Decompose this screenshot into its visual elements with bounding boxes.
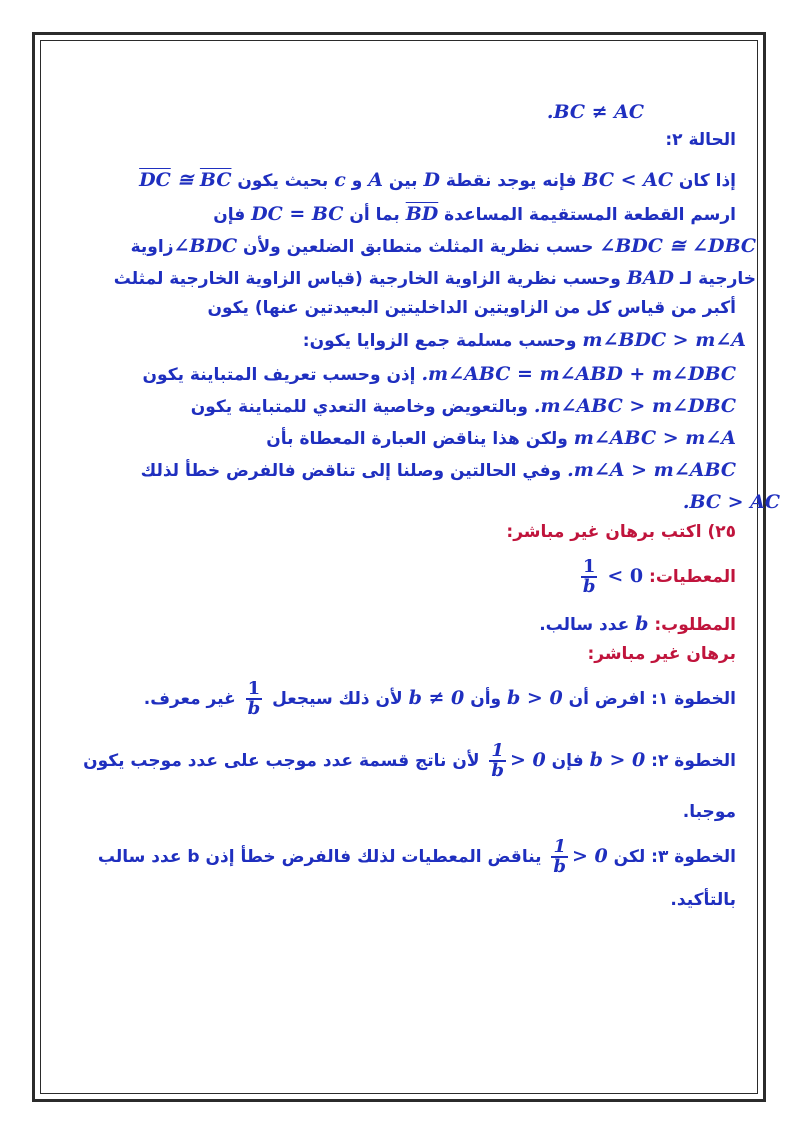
math: BC < AC xyxy=(582,169,673,191)
text: الخطوة ٢: xyxy=(651,751,736,771)
text: لأن ذلك سيجعل xyxy=(272,689,403,709)
math: > 0 xyxy=(571,845,608,867)
problem-25-heading xyxy=(66,520,736,544)
frac-num: 1 xyxy=(247,678,261,699)
math: b > 0 xyxy=(507,687,563,709)
math: A xyxy=(368,169,383,191)
line-step-2 xyxy=(66,738,736,783)
text: الخطوة ١: افرض أن xyxy=(568,689,736,709)
line-12 xyxy=(66,458,736,483)
text: فإنه يوجد نقطة xyxy=(445,171,577,191)
math-frac-gt-0 xyxy=(547,836,608,877)
case-2-label: الحالة ٢: xyxy=(665,130,736,150)
text: و xyxy=(351,171,363,191)
line-10 xyxy=(66,394,736,419)
math: m∠ABC > m∠A xyxy=(573,427,736,449)
line-11 xyxy=(66,426,736,451)
frac-den: b xyxy=(247,698,261,719)
text: ٢٥) اكتب برهان غير مباشر: xyxy=(506,522,736,542)
text: برهان غير مباشر: xyxy=(587,644,736,664)
text: وفي الحالتين وصلنا إلى تناقض فالفرض خطأ لذلك xyxy=(140,461,562,481)
text: موجبا. xyxy=(682,802,736,822)
math-dc-congruent-bc xyxy=(139,169,231,191)
required-label: المطلوب: xyxy=(654,615,736,635)
text: ولكن هذا يناقض العبارة المعطاة بأن xyxy=(266,429,568,449)
line-3 xyxy=(66,168,736,193)
line-6 xyxy=(66,266,756,291)
math: b > 0 xyxy=(589,749,646,771)
frac-den: b xyxy=(491,760,504,781)
text: فإن xyxy=(551,751,584,771)
math: $\overline{BD}$ xyxy=(405,203,439,225)
frac-den: b xyxy=(582,576,596,597)
line-20 xyxy=(66,800,736,824)
math: .m∠A > m∠ABC xyxy=(567,459,736,481)
text: غير معرف. xyxy=(143,689,236,709)
text: فإن xyxy=(213,205,246,225)
line-22 xyxy=(66,888,736,912)
text: ارسم القطعة المستقيمة المساعدة xyxy=(444,205,736,225)
math: ∠BDC xyxy=(173,235,238,257)
line-given xyxy=(66,554,736,599)
text: بالتأكيد. xyxy=(670,890,736,910)
math: BAD xyxy=(626,267,675,289)
math: ≅ xyxy=(177,169,194,191)
line-9 xyxy=(66,362,736,387)
line-step-1 xyxy=(66,676,736,721)
math: .BC > AC xyxy=(682,491,780,513)
line-1 xyxy=(66,100,644,125)
math: < 0 xyxy=(607,565,644,587)
text: بين xyxy=(388,171,418,191)
line-8 xyxy=(66,328,746,353)
frac-num: 1 xyxy=(553,836,566,857)
frac-num: 1 xyxy=(582,556,596,577)
line-4 xyxy=(66,202,736,227)
text: وأن xyxy=(470,689,502,709)
frac-den: b xyxy=(553,856,567,877)
line-required xyxy=(66,612,736,637)
given-label: المعطيات: xyxy=(649,567,736,587)
math: $\overline{BC}$ xyxy=(199,169,232,191)
line-7 xyxy=(66,296,736,320)
fraction xyxy=(551,838,568,876)
text: بما أن xyxy=(349,205,400,225)
fraction-1-over-b xyxy=(581,558,598,596)
math: D xyxy=(423,169,440,191)
math: m∠BDC > m∠A xyxy=(582,329,746,351)
text: حسب نظرية المثلث متطابق الضلعين ولأن xyxy=(242,237,594,257)
text: وحسب مسلمة جمع الزوايا يكون: xyxy=(302,331,577,351)
math: .m∠ABC = m∠ABD + m∠DBC xyxy=(421,363,736,385)
math: c xyxy=(334,169,346,191)
fraction-1-over-b xyxy=(246,680,263,718)
math-frac-gt-0 xyxy=(485,740,546,781)
math: DC = BC xyxy=(251,203,344,225)
text: الخطوة ٣: لكن xyxy=(613,847,736,867)
math-bc-neq-ac: .BC ≠ AC xyxy=(546,101,644,123)
math: .m∠ABC > m∠DBC xyxy=(533,395,736,417)
fraction xyxy=(489,742,506,780)
text: وحسب نظرية الزاوية الخارجية (قياس الزاوية الخارجية لمثلث xyxy=(113,269,621,289)
text: إذا كان xyxy=(678,171,736,191)
text: إذن وحسب تعريف المتباينة يكون xyxy=(142,365,416,385)
line-case-2 xyxy=(66,128,736,152)
text: يناقض المعطيات لذلك فالفرض خطأ إذن b عدد سالب xyxy=(97,847,542,867)
line-step-3 xyxy=(66,834,736,879)
math: b ≠ 0 xyxy=(408,687,465,709)
math: b xyxy=(635,613,649,635)
math: ∠BDC ≅ ∠DBC xyxy=(599,235,756,257)
text: وبالتعويض وخاصية التعدي للمتباينة يكون xyxy=(190,397,528,417)
text: بحيث يكون xyxy=(237,171,329,191)
text: زاوية xyxy=(130,237,174,257)
line-5 xyxy=(66,234,756,259)
math: > 0 xyxy=(509,749,546,771)
text: عدد سالب. xyxy=(539,615,630,635)
text: خارجية لـ xyxy=(679,269,756,289)
line-indirect-proof xyxy=(66,642,736,666)
math: $\overline{DC}$ xyxy=(139,169,171,191)
text: أكبر من قياس كل من الزاويتين الداخليتين البعيدتين عنها) يكون xyxy=(207,298,736,318)
text: لأن ناتج قسمة عدد موجب على عدد موجب يكون xyxy=(83,751,480,771)
frac-num: 1 xyxy=(491,740,504,761)
